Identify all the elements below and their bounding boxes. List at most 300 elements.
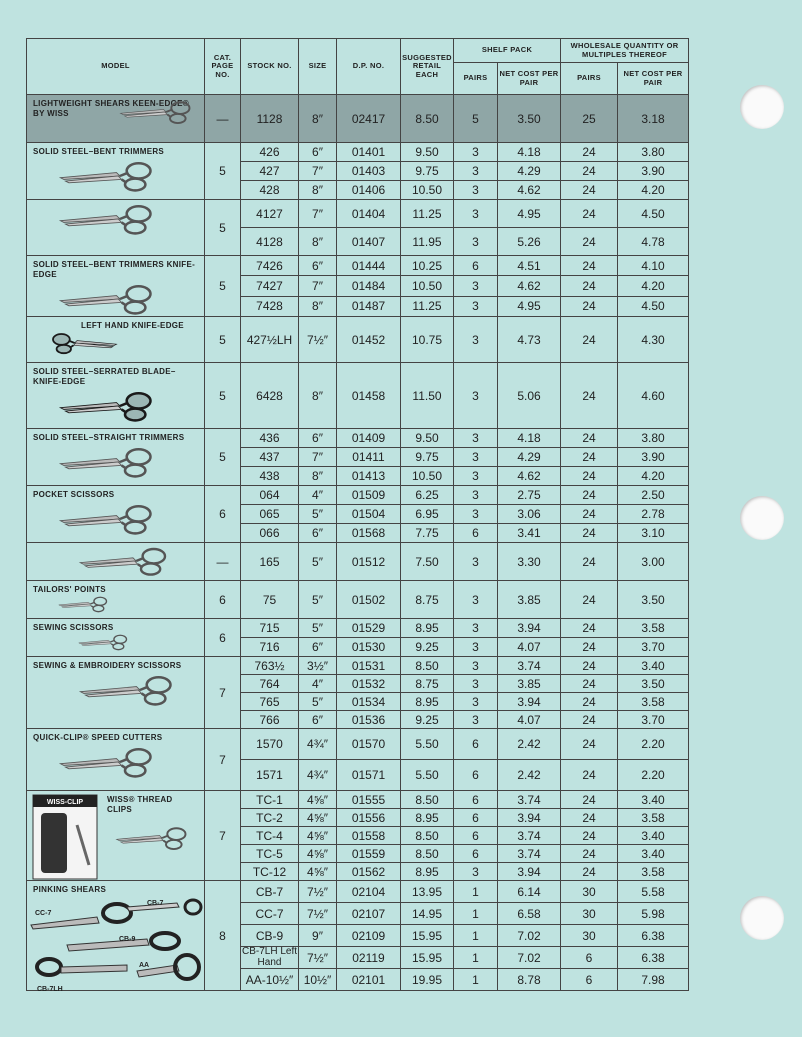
dp-no-cell: 01562 <box>337 863 401 881</box>
header-wholesale-pairs: PAIRS <box>561 63 618 95</box>
wholesale-net-cost-cell: 6.38 <box>618 925 689 947</box>
table-row <box>27 486 689 505</box>
model-label: LEFT HAND KNIFE-EDGE <box>81 321 184 330</box>
scissors-image <box>57 159 159 193</box>
retail-cell: 8.50 <box>401 827 454 845</box>
shelf-pairs-cell: 6 <box>454 791 498 809</box>
model-label: SOLID STEEL–SERRATED BLADE–KNIFE-EDGE <box>33 367 176 386</box>
stock-no-cell: 715 <box>241 619 299 638</box>
shelf-net-cost-cell: 4.51 <box>498 256 561 276</box>
size-cell: 8″ <box>299 181 337 200</box>
shelf-net-cost-cell: 6.58 <box>498 903 561 925</box>
shelf-pairs-cell: 3 <box>454 363 498 429</box>
shelf-net-cost-cell: 3.30 <box>498 543 561 581</box>
stock-no-cell: TC-2 <box>241 809 299 827</box>
thread-clip-package-image <box>33 795 97 879</box>
size-cell: 6″ <box>299 256 337 276</box>
stock-no-cell: 165 <box>241 543 299 581</box>
wholesale-net-cost-cell: 3.40 <box>618 791 689 809</box>
wholesale-pairs-cell: 24 <box>561 276 618 296</box>
model-cell <box>27 200 205 256</box>
wholesale-pairs-cell: 24 <box>561 619 618 638</box>
retail-cell: 6.95 <box>401 505 454 524</box>
table-row <box>27 581 689 619</box>
model-cell <box>27 729 205 791</box>
shelf-net-cost-cell: 3.94 <box>498 619 561 638</box>
wholesale-net-cost-cell: 3.58 <box>618 863 689 881</box>
size-cell: 9″ <box>299 925 337 947</box>
shelf-net-cost-cell: 6.14 <box>498 881 561 903</box>
dp-no-cell: 01568 <box>337 524 401 543</box>
retail-cell: 11.25 <box>401 296 454 316</box>
model-cell <box>27 143 205 200</box>
stock-no-cell: AA-10½″ <box>241 969 299 991</box>
binder-hole-middle <box>740 496 784 540</box>
wholesale-pairs-cell: 24 <box>561 429 618 448</box>
retail-cell: 15.95 <box>401 947 454 969</box>
dp-no-cell: 01484 <box>337 276 401 296</box>
shelf-pairs-cell: 3 <box>454 228 498 256</box>
shelf-net-cost-cell: 3.74 <box>498 791 561 809</box>
size-cell: 7″ <box>299 276 337 296</box>
shelf-pairs-cell: 6 <box>454 256 498 276</box>
size-cell: 7½″ <box>299 317 337 363</box>
retail-cell: 10.50 <box>401 276 454 296</box>
shelf-pairs-cell: 3 <box>454 317 498 363</box>
wholesale-pairs-cell: 24 <box>561 760 618 791</box>
retail-cell: 8.50 <box>401 95 454 143</box>
model-label: SEWING SCISSORS <box>33 623 114 632</box>
size-cell: 4⅝″ <box>299 863 337 881</box>
size-cell: 5″ <box>299 619 337 638</box>
shelf-net-cost-cell: 3.50 <box>498 95 561 143</box>
wholesale-pairs-cell: 24 <box>561 486 618 505</box>
shelf-net-cost-cell: 8.78 <box>498 969 561 991</box>
retail-cell: 8.75 <box>401 581 454 619</box>
size-cell: 8″ <box>299 95 337 143</box>
size-cell: 4¾″ <box>299 729 337 760</box>
retail-cell: 9.50 <box>401 143 454 162</box>
cat-page-cell: — <box>205 95 241 143</box>
retail-cell: 8.95 <box>401 619 454 638</box>
shelf-pairs-cell: 3 <box>454 429 498 448</box>
shelf-pairs-cell: 3 <box>454 296 498 316</box>
shelf-net-cost-cell: 3.74 <box>498 827 561 845</box>
wholesale-net-cost-cell: 2.20 <box>618 729 689 760</box>
shelf-pairs-cell: 5 <box>454 95 498 143</box>
scissors-image <box>57 502 159 536</box>
shelf-net-cost-cell: 4.95 <box>498 296 561 316</box>
wholesale-pairs-cell: 24 <box>561 543 618 581</box>
wholesale-pairs-cell: 24 <box>561 863 618 881</box>
wholesale-pairs-cell: 24 <box>561 467 618 486</box>
stock-no-cell: TC-5 <box>241 845 299 863</box>
dp-no-cell: 01558 <box>337 827 401 845</box>
stock-no-cell: TC-4 <box>241 827 299 845</box>
cat-page-cell: 6 <box>205 486 241 543</box>
size-cell: 6″ <box>299 711 337 729</box>
wholesale-pairs-cell: 24 <box>561 296 618 316</box>
shelf-pairs-cell: 6 <box>454 827 498 845</box>
dp-no-cell: 01413 <box>337 467 401 486</box>
shelf-pairs-cell: 3 <box>454 486 498 505</box>
dp-no-cell: 01531 <box>337 657 401 675</box>
retail-cell: 8.50 <box>401 791 454 809</box>
size-cell: 6″ <box>299 524 337 543</box>
pinking-label: CB-7 <box>147 900 164 907</box>
wholesale-net-cost-cell: 3.58 <box>618 693 689 711</box>
shelf-net-cost-cell: 4.73 <box>498 317 561 363</box>
wholesale-net-cost-cell: 3.10 <box>618 524 689 543</box>
retail-cell: 8.50 <box>401 845 454 863</box>
stock-no-cell: 428 <box>241 181 299 200</box>
shelf-pairs-cell: 6 <box>454 845 498 863</box>
wholesale-pairs-cell: 24 <box>561 827 618 845</box>
model-cell <box>27 791 205 881</box>
model-cell <box>27 95 205 143</box>
table-row <box>27 317 689 363</box>
dp-no-cell: 01403 <box>337 162 401 181</box>
shelf-net-cost-cell: 4.29 <box>498 448 561 467</box>
stock-no-cell: 7428 <box>241 296 299 316</box>
scissors-image <box>57 202 159 236</box>
dp-no-cell: 01509 <box>337 486 401 505</box>
shelf-net-cost-cell: 4.07 <box>498 638 561 657</box>
retail-cell: 11.95 <box>401 228 454 256</box>
scissors-image <box>57 282 159 316</box>
shelf-net-cost-cell: 3.74 <box>498 845 561 863</box>
size-cell: 5″ <box>299 543 337 581</box>
model-label: WISS® THREAD CLIPS <box>107 795 173 814</box>
shelf-pairs-cell: 1 <box>454 947 498 969</box>
shelf-net-cost-cell: 5.26 <box>498 228 561 256</box>
dp-no-cell: 01559 <box>337 845 401 863</box>
table-row <box>27 143 689 162</box>
shelf-pairs-cell: 3 <box>454 143 498 162</box>
header-wholesale: WHOLESALE QUANTITY OR MULTIPLES THEREOF <box>561 39 689 63</box>
wholesale-pairs-cell: 24 <box>561 524 618 543</box>
shelf-pairs-cell: 3 <box>454 638 498 657</box>
wholesale-net-cost-cell: 4.30 <box>618 317 689 363</box>
wholesale-pairs-cell: 24 <box>561 317 618 363</box>
shelf-net-cost-cell: 3.94 <box>498 863 561 881</box>
wholesale-net-cost-cell: 2.78 <box>618 505 689 524</box>
shelf-pairs-cell: 3 <box>454 693 498 711</box>
wholesale-net-cost-cell: 3.00 <box>618 543 689 581</box>
retail-cell: 9.75 <box>401 162 454 181</box>
wholesale-net-cost-cell: 7.98 <box>618 969 689 991</box>
size-cell: 4″ <box>299 675 337 693</box>
size-cell: 6″ <box>299 429 337 448</box>
size-cell: 6″ <box>299 143 337 162</box>
size-cell: 10½″ <box>299 969 337 991</box>
dp-no-cell: 01571 <box>337 760 401 791</box>
retail-cell: 13.95 <box>401 881 454 903</box>
header-shelf-net-cost: NET COST PER PAIR <box>498 63 561 95</box>
shelf-net-cost-cell: 3.41 <box>498 524 561 543</box>
retail-cell: 15.95 <box>401 925 454 947</box>
retail-cell: 7.75 <box>401 524 454 543</box>
header-retail: SUGGESTED RETAIL EACH <box>401 39 454 95</box>
shelf-net-cost-cell: 2.42 <box>498 729 561 760</box>
shelf-pairs-cell: 6 <box>454 729 498 760</box>
stock-no-cell: 066 <box>241 524 299 543</box>
shelf-net-cost-cell: 4.18 <box>498 143 561 162</box>
cat-page-cell: 7 <box>205 729 241 791</box>
size-cell: 5″ <box>299 693 337 711</box>
dp-no-cell: 02107 <box>337 903 401 925</box>
wholesale-pairs-cell: 24 <box>561 657 618 675</box>
wholesale-net-cost-cell: 3.40 <box>618 827 689 845</box>
wholesale-net-cost-cell: 3.50 <box>618 581 689 619</box>
dp-no-cell: 01530 <box>337 638 401 657</box>
retail-cell: 8.75 <box>401 675 454 693</box>
model-label: SEWING & EMBROIDERY SCISSORS <box>33 661 182 670</box>
shelf-pairs-cell: 1 <box>454 903 498 925</box>
stock-no-cell: 764 <box>241 675 299 693</box>
size-cell: 7½″ <box>299 903 337 925</box>
binder-hole-bottom <box>740 896 784 940</box>
shelf-net-cost-cell: 3.06 <box>498 505 561 524</box>
stock-no-cell: 716 <box>241 638 299 657</box>
shelf-net-cost-cell: 4.95 <box>498 200 561 228</box>
stock-no-cell: CC-7 <box>241 903 299 925</box>
stock-no-cell: 426 <box>241 143 299 162</box>
size-cell: 8″ <box>299 296 337 316</box>
wholesale-net-cost-cell: 3.58 <box>618 809 689 827</box>
model-cell <box>27 317 205 363</box>
wholesale-net-cost-cell: 6.38 <box>618 947 689 969</box>
shelf-pairs-cell: 3 <box>454 581 498 619</box>
dp-no-cell: 02101 <box>337 969 401 991</box>
cat-page-cell: 8 <box>205 881 241 991</box>
wholesale-net-cost-cell: 3.80 <box>618 429 689 448</box>
stock-no-cell: 765 <box>241 693 299 711</box>
thread-clip-image <box>111 825 195 851</box>
wholesale-pairs-cell: 24 <box>561 200 618 228</box>
retail-cell: 8.95 <box>401 863 454 881</box>
wholesale-pairs-cell: 30 <box>561 903 618 925</box>
stock-no-cell: 7426 <box>241 256 299 276</box>
retail-cell: 11.50 <box>401 363 454 429</box>
size-cell: 7½″ <box>299 947 337 969</box>
shelf-pairs-cell: 3 <box>454 863 498 881</box>
retail-cell: 9.25 <box>401 638 454 657</box>
size-cell: 8″ <box>299 467 337 486</box>
table-row <box>27 200 689 228</box>
stock-no-cell: 6428 <box>241 363 299 429</box>
dp-no-cell: 02119 <box>337 947 401 969</box>
wholesale-pairs-cell: 24 <box>561 809 618 827</box>
dp-no-cell: 01555 <box>337 791 401 809</box>
cat-page-cell: 5 <box>205 256 241 317</box>
size-cell: 7″ <box>299 448 337 467</box>
shelf-net-cost-cell: 4.29 <box>498 162 561 181</box>
header-stock-no: STOCK NO. <box>241 39 299 95</box>
shelf-net-cost-cell: 3.74 <box>498 657 561 675</box>
retail-cell: 7.50 <box>401 543 454 581</box>
model-label: TAILORS' POINTS <box>33 585 106 594</box>
stock-no-cell: 7427 <box>241 276 299 296</box>
retail-cell: 10.50 <box>401 181 454 200</box>
scissors-image <box>57 745 159 779</box>
size-cell: 8″ <box>299 363 337 429</box>
wholesale-pairs-cell: 6 <box>561 947 618 969</box>
model-cell <box>27 881 205 991</box>
size-cell: 5″ <box>299 581 337 619</box>
shelf-net-cost-cell: 7.02 <box>498 947 561 969</box>
cat-page-cell: 7 <box>205 791 241 881</box>
shelf-pairs-cell: 3 <box>454 448 498 467</box>
dp-no-cell: 01409 <box>337 429 401 448</box>
size-cell: 4″ <box>299 486 337 505</box>
dp-no-cell: 01411 <box>337 448 401 467</box>
dp-no-cell: 01444 <box>337 256 401 276</box>
wholesale-net-cost-cell: 3.70 <box>618 638 689 657</box>
retail-cell: 19.95 <box>401 969 454 991</box>
wholesale-pairs-cell: 24 <box>561 143 618 162</box>
wholesale-net-cost-cell: 2.50 <box>618 486 689 505</box>
stock-no-cell: 1571 <box>241 760 299 791</box>
size-cell: 5″ <box>299 505 337 524</box>
dp-no-cell: 01536 <box>337 711 401 729</box>
stock-no-cell: TC-12 <box>241 863 299 881</box>
header-size: SIZE <box>299 39 337 95</box>
header-shelf-pack: SHELF PACK <box>454 39 561 63</box>
wholesale-net-cost-cell: 4.50 <box>618 296 689 316</box>
pinking-label: CB-7LH <box>37 986 63 993</box>
size-cell: 4⅝″ <box>299 809 337 827</box>
size-cell: 4¾″ <box>299 760 337 791</box>
stock-no-cell: CB-7LH Left Hand <box>241 946 298 968</box>
stock-no-cell: CB-9 <box>241 925 299 947</box>
wholesale-pairs-cell: 24 <box>561 791 618 809</box>
model-cell <box>27 486 205 543</box>
shelf-pairs-cell: 3 <box>454 162 498 181</box>
model-cell <box>27 363 205 429</box>
table-row <box>27 429 689 448</box>
dp-no-cell: 01406 <box>337 181 401 200</box>
wholesale-pairs-cell: 6 <box>561 969 618 991</box>
stock-no-cell: TC-1 <box>241 791 299 809</box>
pinking-label: CC-7 <box>35 910 52 917</box>
model-label: SOLID STEEL–BENT TRIMMERS KNIFE-EDGE <box>33 260 196 279</box>
model-label: POCKET SCISSORS <box>33 490 115 499</box>
wholesale-net-cost-cell: 5.98 <box>618 903 689 925</box>
model-label: QUICK-CLIP® SPEED CUTTERS <box>33 733 163 742</box>
size-cell: 7″ <box>299 200 337 228</box>
retail-cell: 9.25 <box>401 711 454 729</box>
stock-no-cell: 436 <box>241 429 299 448</box>
cat-page-cell: 5 <box>205 143 241 200</box>
dp-no-cell: 01502 <box>337 581 401 619</box>
retail-cell: 10.75 <box>401 317 454 363</box>
cat-page-cell: 5 <box>205 429 241 486</box>
dp-no-cell: 01529 <box>337 619 401 638</box>
shelf-net-cost-cell: 3.85 <box>498 581 561 619</box>
dp-no-cell: 01504 <box>337 505 401 524</box>
shelf-pairs-cell: 3 <box>454 711 498 729</box>
wholesale-net-cost-cell: 3.90 <box>618 448 689 467</box>
size-cell: 8″ <box>299 228 337 256</box>
stock-no-cell: 064 <box>241 486 299 505</box>
shelf-net-cost-cell: 3.94 <box>498 809 561 827</box>
retail-cell: 8.95 <box>401 693 454 711</box>
shelf-pairs-cell: 3 <box>454 675 498 693</box>
dp-no-cell: 01401 <box>337 143 401 162</box>
shelf-net-cost-cell: 2.42 <box>498 760 561 791</box>
wholesale-net-cost-cell: 4.10 <box>618 256 689 276</box>
dp-no-cell: 01404 <box>337 200 401 228</box>
stock-no-cell: CB-7 <box>241 881 299 903</box>
shelf-net-cost-cell: 3.94 <box>498 693 561 711</box>
wholesale-net-cost-cell: 3.58 <box>618 619 689 638</box>
wholesale-pairs-cell: 24 <box>561 228 618 256</box>
header-shelf-pairs: PAIRS <box>454 63 498 95</box>
dp-no-cell: 01458 <box>337 363 401 429</box>
dp-no-cell: 01452 <box>337 317 401 363</box>
shelf-pairs-cell: 1 <box>454 881 498 903</box>
wholesale-net-cost-cell: 4.20 <box>618 467 689 486</box>
pinking-label: CB-9 <box>119 936 136 943</box>
shelf-pairs-cell: 1 <box>454 925 498 947</box>
model-cell <box>27 256 205 317</box>
wholesale-pairs-cell: 24 <box>561 256 618 276</box>
shelf-net-cost-cell: 4.07 <box>498 711 561 729</box>
wholesale-pairs-cell: 24 <box>561 581 618 619</box>
shelf-pairs-cell: 3 <box>454 200 498 228</box>
pinking-shears-image <box>27 895 203 993</box>
cat-page-cell: 7 <box>205 657 241 729</box>
scissors-image <box>77 545 173 577</box>
scissors-image <box>77 633 131 651</box>
price-table <box>26 38 689 991</box>
model-cell <box>27 429 205 486</box>
retail-cell: 5.50 <box>401 760 454 791</box>
shelf-net-cost-cell: 4.18 <box>498 429 561 448</box>
dp-no-cell: 01532 <box>337 675 401 693</box>
retail-cell: 14.95 <box>401 903 454 925</box>
stock-no-cell: 437 <box>241 448 299 467</box>
shelf-net-cost-cell: 4.62 <box>498 276 561 296</box>
stock-no-cell: 1128 <box>241 95 299 143</box>
wholesale-pairs-cell: 25 <box>561 95 618 143</box>
shelf-pairs-cell: 3 <box>454 657 498 675</box>
size-cell: 4⅝″ <box>299 827 337 845</box>
wholesale-net-cost-cell: 3.18 <box>618 95 689 143</box>
wholesale-pairs-cell: 24 <box>561 729 618 760</box>
size-cell: 7″ <box>299 162 337 181</box>
wholesale-pairs-cell: 30 <box>561 925 618 947</box>
retail-cell: 10.50 <box>401 467 454 486</box>
wholesale-net-cost-cell: 3.40 <box>618 657 689 675</box>
shelf-pairs-cell: 3 <box>454 619 498 638</box>
retail-cell: 5.50 <box>401 729 454 760</box>
wholesale-pairs-cell: 24 <box>561 845 618 863</box>
table-row <box>27 543 689 581</box>
model-cell <box>27 581 205 619</box>
scissors-image <box>47 331 119 355</box>
cat-page-cell: 5 <box>205 363 241 429</box>
shelf-pairs-cell: 3 <box>454 276 498 296</box>
wholesale-net-cost-cell: 5.58 <box>618 881 689 903</box>
shelf-pairs-cell: 3 <box>454 543 498 581</box>
table-row <box>27 619 689 638</box>
scissors-image <box>57 445 159 479</box>
table-row <box>27 256 689 276</box>
shelf-pairs-cell: 3 <box>454 181 498 200</box>
retail-cell: 11.25 <box>401 200 454 228</box>
